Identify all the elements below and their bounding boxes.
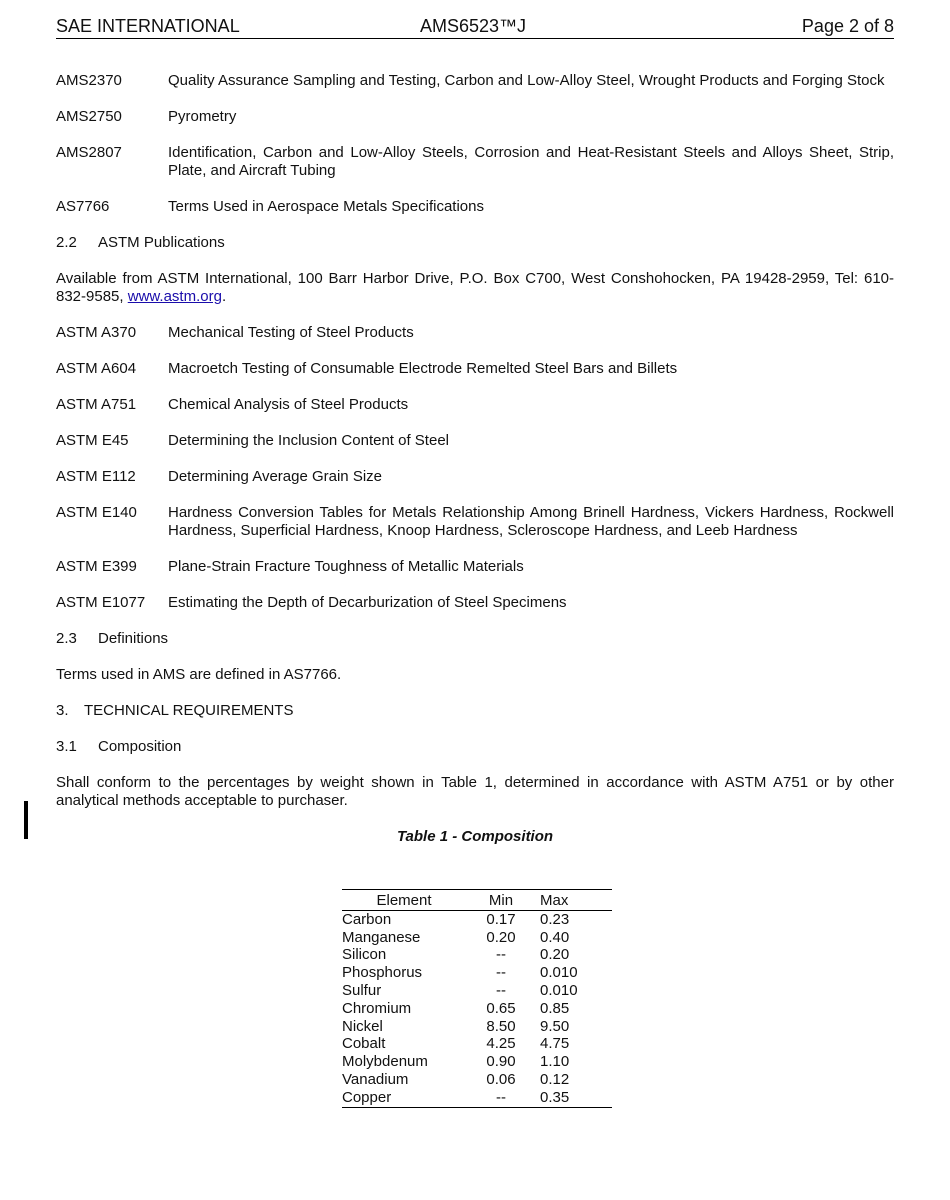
section-heading-3 — [56, 702, 894, 720]
element-cell: Copper — [342, 1089, 466, 1107]
reference-item — [56, 324, 894, 342]
min-cell: 4.25 — [486, 1035, 516, 1053]
table-row — [342, 964, 612, 982]
reference-item — [56, 360, 894, 378]
min-cell: -- — [466, 1089, 536, 1107]
reference-item — [56, 432, 894, 450]
element-cell: Manganese — [342, 928, 421, 946]
element-cell: Sulfur — [342, 981, 382, 999]
table-row — [342, 929, 612, 947]
table-caption: Table 1 - Composition — [396, 828, 554, 845]
reference-title: Hardness Conversion Tables for Metals Relationship Among Brinell Hardness, Vickers Hardness, Rockwell Hardness, Superficial Hardness, Knoop Hardness, Scleroscope Hardness, and Leeb Hardness — [168, 504, 894, 539]
max-cell: 1.10 — [540, 1053, 570, 1071]
max-cell: 0.20 — [540, 946, 570, 964]
reference-title: Identification, Carbon and Low-Alloy Steels, Corrosion and Heat-Resistant Steels and Alloys Sheet, Strip, Plate, and Aircraft Tubing — [168, 144, 894, 179]
reference-code: AMS2807 — [56, 144, 122, 161]
revision-change-bar — [24, 801, 28, 839]
min-cell: 0.06 — [486, 1070, 516, 1088]
section-title: Composition — [98, 738, 182, 755]
header-organization: SAE INTERNATIONAL — [56, 16, 240, 36]
table-header-row — [342, 890, 612, 911]
reference-code: ASTM A751 — [56, 396, 137, 413]
max-cell: 0.23 — [540, 910, 570, 928]
table-row — [342, 1035, 612, 1053]
min-cell: -- — [496, 964, 506, 982]
max-cell: 0.010 — [540, 981, 578, 999]
max-cell: 0.85 — [540, 999, 570, 1017]
reference-item — [56, 396, 894, 414]
section-title: TECHNICAL REQUIREMENTS — [84, 702, 294, 719]
table-row — [342, 946, 612, 964]
reference-title: Estimating the Depth of Decarburization of Steel Specimens — [168, 594, 567, 611]
table-row — [342, 1000, 612, 1018]
reference-code: AMS2370 — [56, 72, 122, 89]
page-header — [56, 16, 894, 39]
reference-title: Pyrometry — [168, 108, 237, 125]
column-header-max: Max — [536, 890, 612, 911]
definitions-paragraph: Terms used in AMS are defined in AS7766. — [56, 666, 342, 683]
section-title: ASTM Publications — [98, 234, 225, 251]
max-cell: 0.010 — [540, 964, 578, 982]
min-cell: 8.50 — [486, 1017, 516, 1035]
reference-code: ASTM A370 — [56, 324, 137, 341]
composition-table — [342, 889, 612, 1108]
section-heading-2-2 — [56, 234, 894, 252]
table-row — [342, 1053, 612, 1071]
reference-item — [56, 108, 894, 126]
reference-code: ASTM E112 — [56, 468, 136, 485]
reference-code: ASTM A604 — [56, 360, 137, 377]
astm-availability-end: . — [221, 288, 227, 305]
element-cell: Chromium — [342, 999, 412, 1017]
reference-code: AMS2750 — [56, 108, 122, 125]
reference-title: Determining Average Grain Size — [168, 468, 382, 485]
reference-item — [56, 72, 894, 90]
table-row — [342, 910, 612, 928]
table-row — [342, 1071, 612, 1089]
element-cell: Vanadium — [342, 1070, 409, 1088]
astm-availability-text: Available from ASTM International, 100 Barr Harbor Drive, P.O. Box C700, West Conshohocken, PA 19428-2959, Tel: 610-832-9585, — [56, 270, 894, 305]
element-cell: Phosphorus — [342, 964, 423, 982]
reference-title: Plane-Strain Fracture Toughness of Metallic Materials — [168, 558, 524, 575]
element-cell: Cobalt — [342, 1035, 386, 1053]
astm-website-link[interactable]: www.astm.org — [127, 288, 222, 305]
section-title: Definitions — [98, 630, 169, 647]
composition-paragraph: Shall conform to the percentages by weight shown in Table 1, determined in accordance with ASTM A751 or by other analytical methods acceptable to purchaser. — [56, 774, 894, 809]
reference-item — [56, 504, 894, 540]
reference-title: Macroetch Testing of Consumable Electrode Remelted Steel Bars and Billets — [168, 360, 678, 377]
element-cell: Molybdenum — [342, 1053, 428, 1071]
reference-title: Quality Assurance Sampling and Testing, Carbon and Low-Alloy Steel, Wrought Products and Forging Stock — [168, 72, 885, 89]
reference-item — [56, 558, 894, 576]
reference-title: Terms Used in Aerospace Metals Specifications — [168, 198, 484, 215]
reference-item — [56, 468, 894, 486]
min-cell: 0.20 — [486, 928, 516, 946]
reference-code: ASTM E45 — [56, 432, 129, 449]
page-body — [56, 72, 894, 863]
element-cell: Nickel — [342, 1017, 383, 1035]
section-number: 3. — [56, 702, 69, 719]
section-number: 3.1 — [56, 738, 77, 755]
max-cell: 0.35 — [536, 1089, 612, 1107]
element-cell: Carbon — [342, 910, 392, 928]
min-cell: -- — [496, 981, 506, 999]
column-header-min: Min — [466, 890, 536, 911]
section-number: 2.2 — [56, 234, 77, 251]
reference-code: ASTM E1077 — [56, 594, 146, 611]
table-row — [342, 1089, 612, 1107]
element-cell: Silicon — [342, 946, 387, 964]
reference-item — [56, 198, 894, 216]
max-cell: 0.12 — [540, 1070, 570, 1088]
section-number: 2.3 — [56, 630, 77, 647]
reference-code: ASTM E140 — [56, 504, 137, 521]
max-cell: 9.50 — [540, 1017, 570, 1035]
max-cell: 4.75 — [540, 1035, 570, 1053]
table-row — [342, 982, 612, 1000]
section-heading-2-3 — [56, 630, 894, 648]
header-page-number: Page 2 of 8 — [801, 16, 894, 36]
header-document-number: AMS6523™J — [420, 16, 527, 36]
column-header-element: Element — [342, 890, 466, 911]
reference-code: AS7766 — [56, 198, 110, 215]
min-cell: 0.90 — [486, 1053, 516, 1071]
reference-code: ASTM E399 — [56, 558, 137, 575]
min-cell: 0.17 — [486, 910, 516, 928]
reference-title: Determining the Inclusion Content of Steel — [168, 432, 449, 449]
table-row — [342, 1018, 612, 1036]
reference-item — [56, 594, 894, 612]
reference-title: Chemical Analysis of Steel Products — [168, 396, 409, 413]
reference-item — [56, 144, 894, 180]
section-heading-3-1 — [56, 738, 894, 756]
max-cell: 0.40 — [540, 928, 570, 946]
reference-title: Mechanical Testing of Steel Products — [168, 324, 414, 341]
min-cell: -- — [496, 946, 506, 964]
min-cell: 0.65 — [486, 999, 516, 1017]
astm-availability-paragraph — [56, 270, 894, 306]
